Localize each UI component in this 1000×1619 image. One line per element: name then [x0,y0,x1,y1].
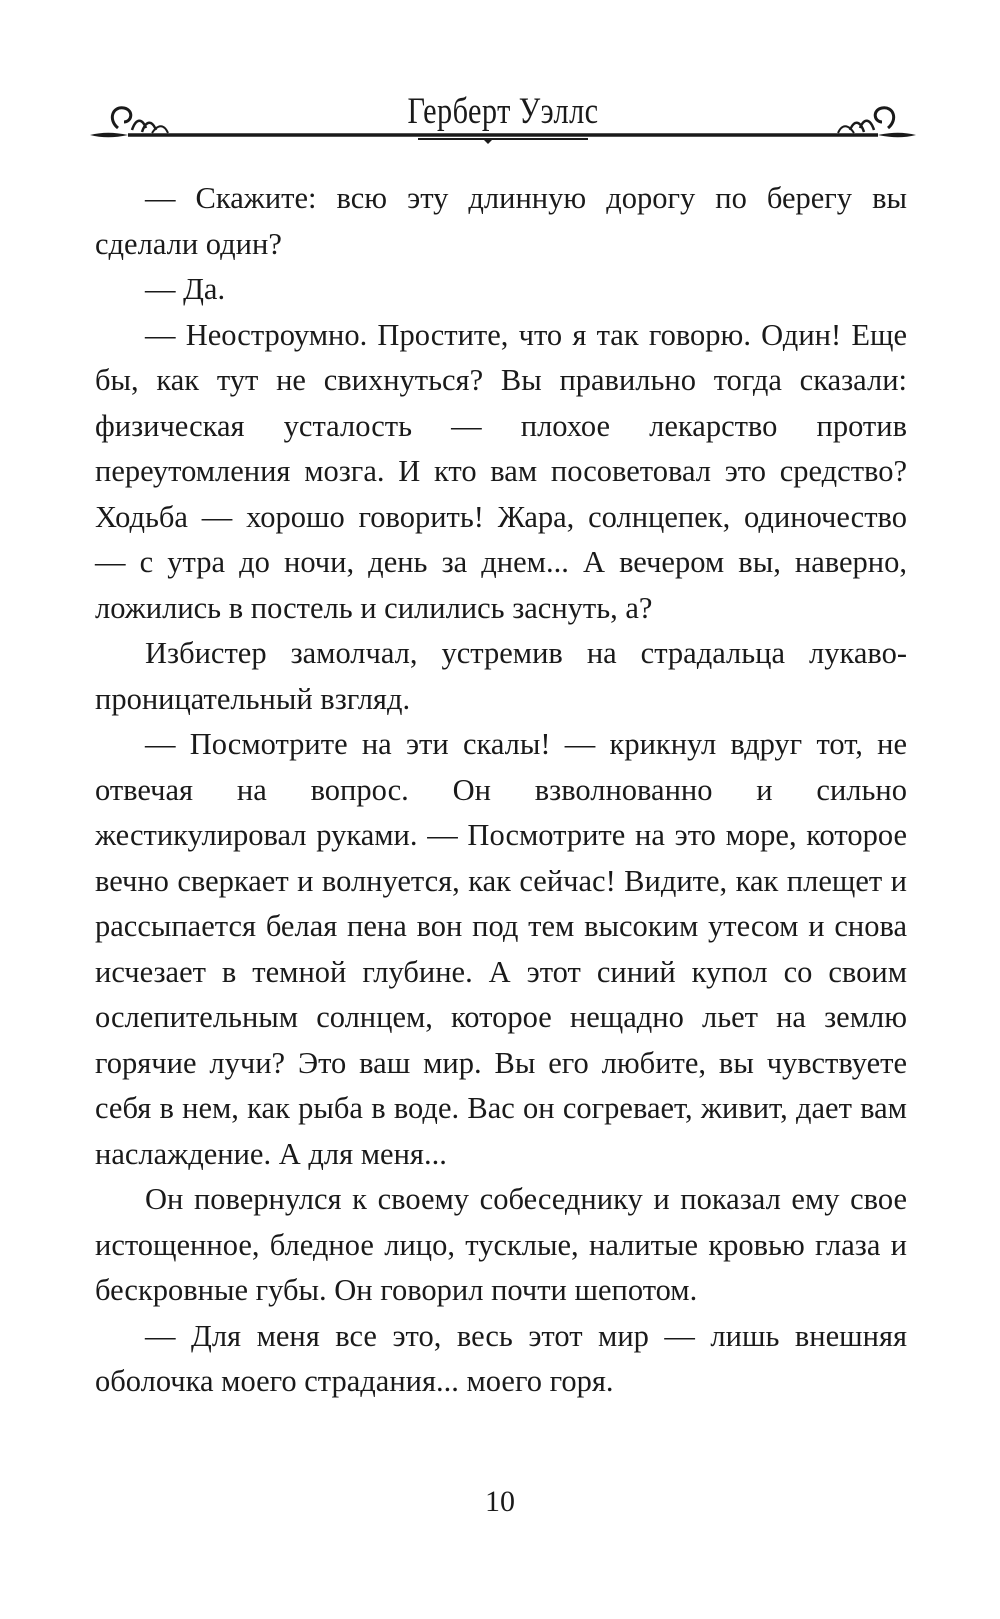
paragraph: — Скажите: всю эту длинную дорогу по берегу вы сделали один? [95,181,907,261]
paragraph: — Неостроумно. Простите, что я так говорю. Один! Еще бы, как тут не свихнуться? Вы правильно тогда сказали: физическая усталость — плохое лекарство против переутомления мозга. И кто вам посоветовал это средство? Ходьба — хорошо говорить! Жара, солнцепек, одиночество — с утра до ночи, день за днем... А вечером вы, наверно, ложились в постель и силились заснуть, а? [95,317,907,625]
running-header [88,78,918,158]
page-number: 10 [485,1485,515,1518]
paragraph: Избистер замолчал, устремив на страдальца лукаво-проницательный взгляд. [95,636,907,716]
paragraph: — Да. [145,272,226,306]
paragraph: — Для меня все это, весь этот мир — лишь внешняя оболочка моего страдания... моего горя. [95,1318,907,1398]
running-title: Герберт Уэллс [407,91,599,132]
body-text [95,176,907,1405]
paragraph: Он повернулся к своему собеседнику и показал ему свое истощенное, бледное лицо, тусклые, налитые кровью глаза и бескровные губы. Он говорил почти шепотом. [95,1182,907,1307]
paragraph: — Посмотрите на эти скалы! — крикнул вдруг тот, не отвечая на вопрос. Он взволнованно и сильно жестикулировал руками. — Посмотрите на это море, которое вечно сверкает и волнуется, как сейчас! Видите, как плещет и рассыпается белая пена вон под тем высоким утесом и снова исчезает в темной глубине. А этот синий купол со своим ослепительным солнцем, которое нещадно льет на землю горячие лучи? Это ваш мир. Вы его любите, вы чувствуете себя в нем, как рыба в воде. Вас он согревает, живит, дает вам наслаждение. А для меня... [95,727,907,1171]
